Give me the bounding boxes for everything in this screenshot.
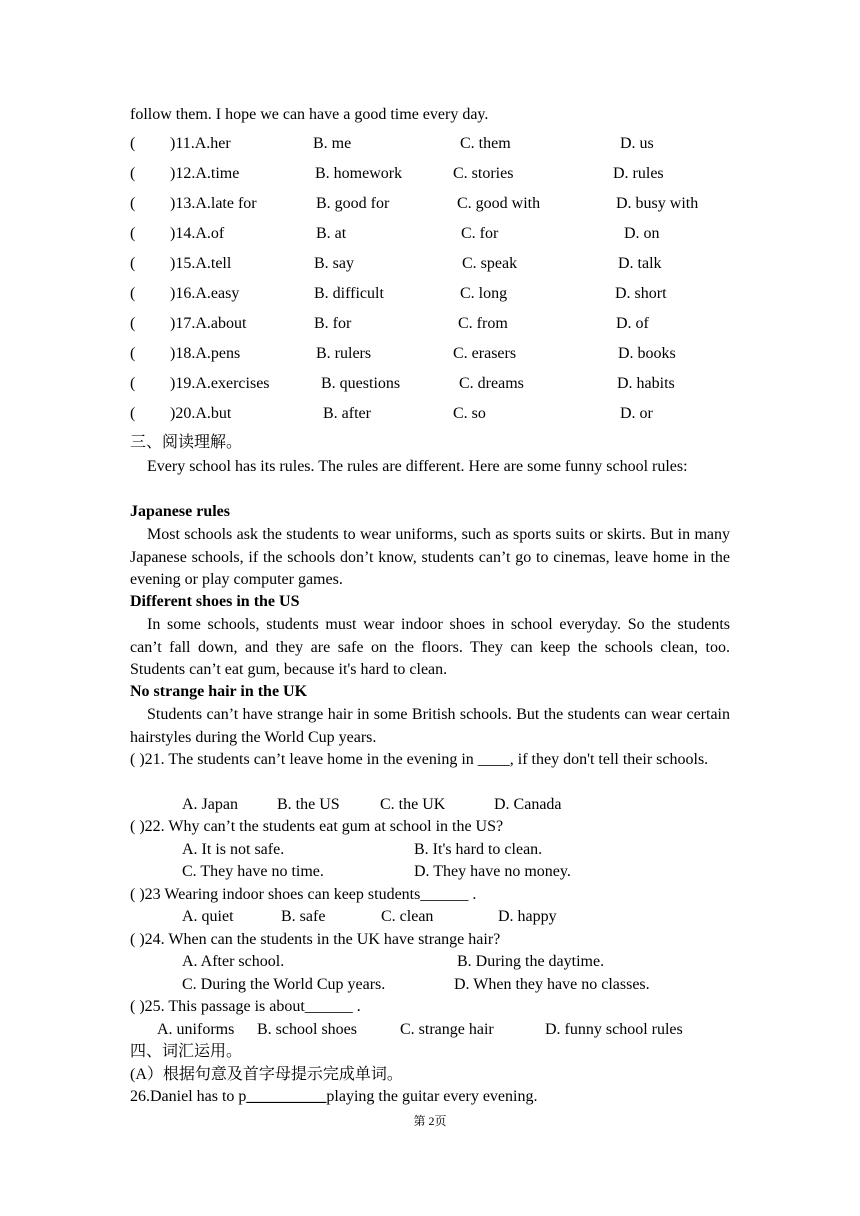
- question-22-options-cd: [130, 862, 730, 882]
- option-d: D. When they have no classes.: [454, 976, 650, 993]
- passage-paragraph-us: In some schools, students must wear indoor shoes in school everyday. So the students can’t fall down, and they are safe on the floors. They can keep the schools clean, too. Students can’t eat gum, because it's hard to clean.: [130, 616, 730, 678]
- answer-bracket: (: [130, 255, 136, 272]
- option-c: C. stories: [453, 165, 514, 182]
- question-22-options-ab: [130, 840, 730, 860]
- option-d: D. funny school rules: [545, 1021, 683, 1038]
- question-22-stem: ( )22. Why can’t the students eat gum at school in the US?: [130, 818, 504, 835]
- passage-heading-us: Different shoes in the US: [130, 593, 300, 610]
- passage-paragraph-uk: Students can’t have strange hair in some British schools. But the students can wear certain hairstyles during the World Cup years.: [130, 706, 730, 746]
- answer-bracket: (: [130, 375, 136, 392]
- answer-bracket: (: [130, 195, 136, 212]
- question-23-options: [130, 907, 730, 927]
- answer-bracket: (: [130, 165, 136, 182]
- option-c: C. They have no time.: [182, 863, 324, 880]
- option-a: )15.A.tell: [170, 255, 232, 272]
- option-d: D. They have no money.: [414, 863, 571, 880]
- question-24-options-ab: [130, 952, 730, 972]
- question-23-stem: ( )23 Wearing indoor shoes can keep students______ .: [130, 886, 477, 903]
- question-25-options: [130, 1020, 730, 1040]
- option-a: )13.A.late for: [170, 195, 257, 212]
- cloze-question-14: [130, 224, 730, 244]
- intro-line: follow them. I hope we can have a good time every day.: [130, 106, 489, 123]
- option-a: A. It is not safe.: [182, 841, 285, 858]
- question-24-options-cd: [130, 975, 730, 995]
- cloze-question-12: [130, 164, 730, 184]
- passage-heading-uk: No strange hair in the UK: [130, 683, 308, 700]
- option-b: B. rulers: [316, 345, 372, 362]
- option-c: C. erasers: [453, 345, 517, 362]
- option-c: C. speak: [462, 255, 518, 272]
- option-b: B. me: [313, 135, 352, 152]
- option-b: B. after: [323, 405, 371, 422]
- option-b: B. at: [316, 225, 347, 242]
- option-a: A. quiet: [182, 908, 234, 925]
- cloze-question-17: [130, 314, 730, 334]
- option-d: D. books: [618, 345, 676, 362]
- passage-heading-japanese: Japanese rules: [130, 503, 230, 520]
- option-a: )19.A.exercises: [170, 375, 270, 392]
- option-b: B. safe: [281, 908, 326, 925]
- answer-bracket: (: [130, 135, 136, 152]
- option-c: C. During the World Cup years.: [182, 976, 386, 993]
- option-a: )16.A.easy: [170, 285, 240, 302]
- option-c: C. dreams: [459, 375, 524, 392]
- option-a: )20.A.but: [170, 405, 232, 422]
- cloze-question-13: [130, 194, 730, 214]
- option-c: C. clean: [381, 908, 434, 925]
- option-c: C. the UK: [380, 796, 446, 813]
- passage-intro: Every school has its rules. The rules are different. Here are some funny school rules:: [147, 458, 688, 475]
- cloze-question-19: [130, 374, 730, 394]
- option-a: A. Japan: [182, 796, 238, 813]
- option-b: B. for: [314, 315, 352, 332]
- option-d: D. rules: [613, 165, 664, 182]
- option-d: D. short: [615, 285, 667, 302]
- answer-bracket: (: [130, 225, 136, 242]
- section-3-title: 三、阅读理解。: [130, 434, 243, 451]
- option-d: D. or: [620, 405, 653, 422]
- option-c: C. long: [460, 285, 508, 302]
- option-c: C. so: [453, 405, 486, 422]
- option-d: D. habits: [617, 375, 675, 392]
- passage-paragraph-japanese: Most schools ask the students to wear uniforms, such as sports suits or skirts. But in many Japanese schools, if the schools don’t know, students can’t go to cinemas, leave home in the evening or play computer games.: [130, 526, 730, 588]
- answer-bracket: (: [130, 405, 136, 422]
- question-21-stem: ( )21. The students can’t leave home in the evening in ____, if they don't tell their schools.: [130, 751, 709, 768]
- option-a: A. uniforms: [157, 1021, 235, 1038]
- option-b: B. difficult: [314, 285, 384, 302]
- option-a: )17.A.about: [170, 315, 247, 332]
- option-a: )14.A.of: [170, 225, 225, 242]
- option-b: B. It's hard to clean.: [414, 841, 543, 858]
- cloze-question-18: [130, 344, 730, 364]
- option-a: )12.A.time: [170, 165, 240, 182]
- option-a: )11.A.her: [170, 135, 231, 152]
- question-21-options: [130, 795, 730, 815]
- cloze-question-20: [130, 404, 730, 424]
- option-d: D. Canada: [494, 796, 562, 813]
- option-b: B. say: [314, 255, 354, 272]
- cloze-question-16: [130, 284, 730, 304]
- answer-bracket: (: [130, 285, 136, 302]
- option-c: C. strange hair: [400, 1021, 494, 1038]
- option-b: B. good for: [316, 195, 390, 212]
- option-b: B. questions: [321, 375, 401, 392]
- option-d: D. on: [624, 225, 660, 242]
- option-a: A. After school.: [182, 953, 285, 970]
- answer-bracket: (: [130, 345, 136, 362]
- option-d: D. busy with: [616, 195, 699, 212]
- option-c: C. good with: [457, 195, 541, 212]
- section-4-title: 四、词汇运用。: [130, 1043, 243, 1060]
- question-26-before: 26.Daniel has to p: [130, 1088, 247, 1105]
- cloze-question-11: [130, 134, 730, 154]
- option-b: B. the US: [277, 796, 340, 813]
- question-26-blank: __________: [246, 1088, 327, 1105]
- section-4-subtitle: (A）根据句意及首字母提示完成单词。: [130, 1066, 403, 1083]
- option-c: C. for: [461, 225, 499, 242]
- question-24-stem: ( )24. When can the students in the UK have strange hair?: [130, 931, 501, 948]
- page-footer: 第 2页: [413, 1114, 447, 1128]
- answer-bracket: (: [130, 315, 136, 332]
- cloze-question-15: [130, 254, 730, 274]
- option-d: D. happy: [498, 908, 557, 925]
- option-b: B. During the daytime.: [457, 953, 605, 970]
- question-25-stem: ( )25. This passage is about______ .: [130, 998, 361, 1015]
- option-b: B. homework: [315, 165, 403, 182]
- option-c: C. them: [460, 135, 511, 152]
- option-a: )18.A.pens: [170, 345, 241, 362]
- option-b: B. school shoes: [257, 1021, 357, 1038]
- question-26: [130, 1087, 537, 1107]
- option-d: D. us: [620, 135, 654, 152]
- option-d: D. of: [616, 315, 649, 332]
- option-c: C. from: [458, 315, 508, 332]
- question-26-after: playing the guitar every evening.: [326, 1088, 538, 1105]
- option-d: D. talk: [618, 255, 662, 272]
